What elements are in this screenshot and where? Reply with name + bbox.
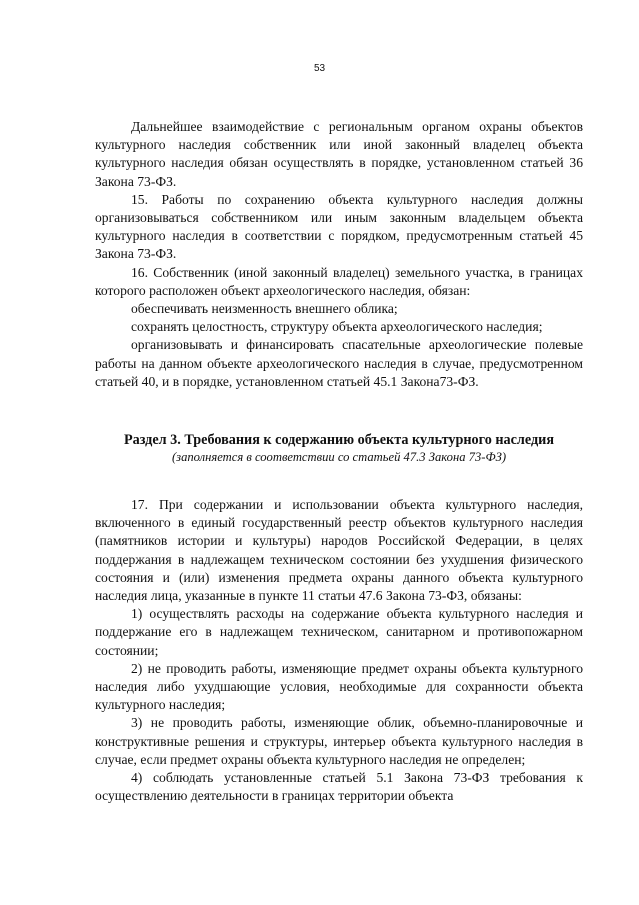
paragraph-16-item-appearance: обеспечивать неизменность внешнего облика;	[131, 301, 398, 317]
section-subtitle: (заполняется в соответствии со статьей 47.3 Закона 73-ФЗ)	[171, 450, 507, 465]
spacer	[95, 391, 583, 431]
paragraph-15: 15. Работы по сохранению объекта культурного наследия должны организовываться собственником или иным законным владельцем объекта культурного наследия в соответствии с порядком, предусмотренным статьей 45 Закона 73-ФЗ.	[95, 191, 583, 262]
paragraph-interaction: Дальнейшее взаимодействие с региональным органом охраны объектов культурного наследия собственник или иной законный владелец объекта культурного наследия обязан осуществлять в порядке, установленном статьей 36 Закона 73-ФЗ.	[95, 119, 583, 189]
paragraph-16-item-integrity: сохранять целостность, структуру объекта археологического наследия;	[131, 319, 543, 335]
paragraph-16: 16. Собственник (иной законный владелец) земельного участка, в границах которого расположен объект археологического наследия, обязан:	[95, 264, 583, 298]
spacer	[95, 466, 583, 496]
paragraph-17-item-3: 3) не проводить работы, изменяющие облик, объемно-планировочные и конструктивные решения и структуры, интерьер объекта культурного наследия в случае, если предмет охраны объекта культурного наследия не определен;	[95, 715, 583, 767]
page-number: 53	[313, 63, 326, 74]
paragraph-17: 17. При содержании и использовании объекта культурного наследия, включенного в единый государственный реестр объектов культурного наследия (памятников истории и культуры) народов Российской Федерации, в целях поддержания в надлежащем техническом состоянии без ухудшения физического состояния и (или) изменения предмета охраны данного объекта культурного наследия лица, указанные в пункте 11 статьи 47.6 Закона 73-ФЗ, обязаны:	[95, 497, 583, 604]
paragraph-17-item-4: 4) соблюдать установленные статьей 5.1 Закона 73-ФЗ требования к осуществлению деятельности в границах территории объекта	[95, 770, 583, 804]
section-title: Раздел 3. Требования к содержанию объекта культурного наследия	[123, 432, 555, 449]
document-body	[95, 118, 583, 806]
paragraph-17-item-2: 2) не проводить работы, изменяющие предмет охраны объекта культурного наследия либо ухудшающие условия, необходимые для сохранности объекта культурного наследия;	[95, 660, 583, 713]
paragraph-16-item-rescue-works: организовывать и финансировать спасательные археологические полевые работы на данном объекте археологического наследия в случае, предусмотренном статьей 40, и в порядке, установленном статьей 45.1 Закона73-ФЗ.	[95, 337, 583, 389]
paragraph-17-item-1: 1) осуществлять расходы на содержание объекта культурного наследия и поддержание его в надлежащем техническом, санитарном и противопожарном состоянии;	[95, 606, 583, 658]
